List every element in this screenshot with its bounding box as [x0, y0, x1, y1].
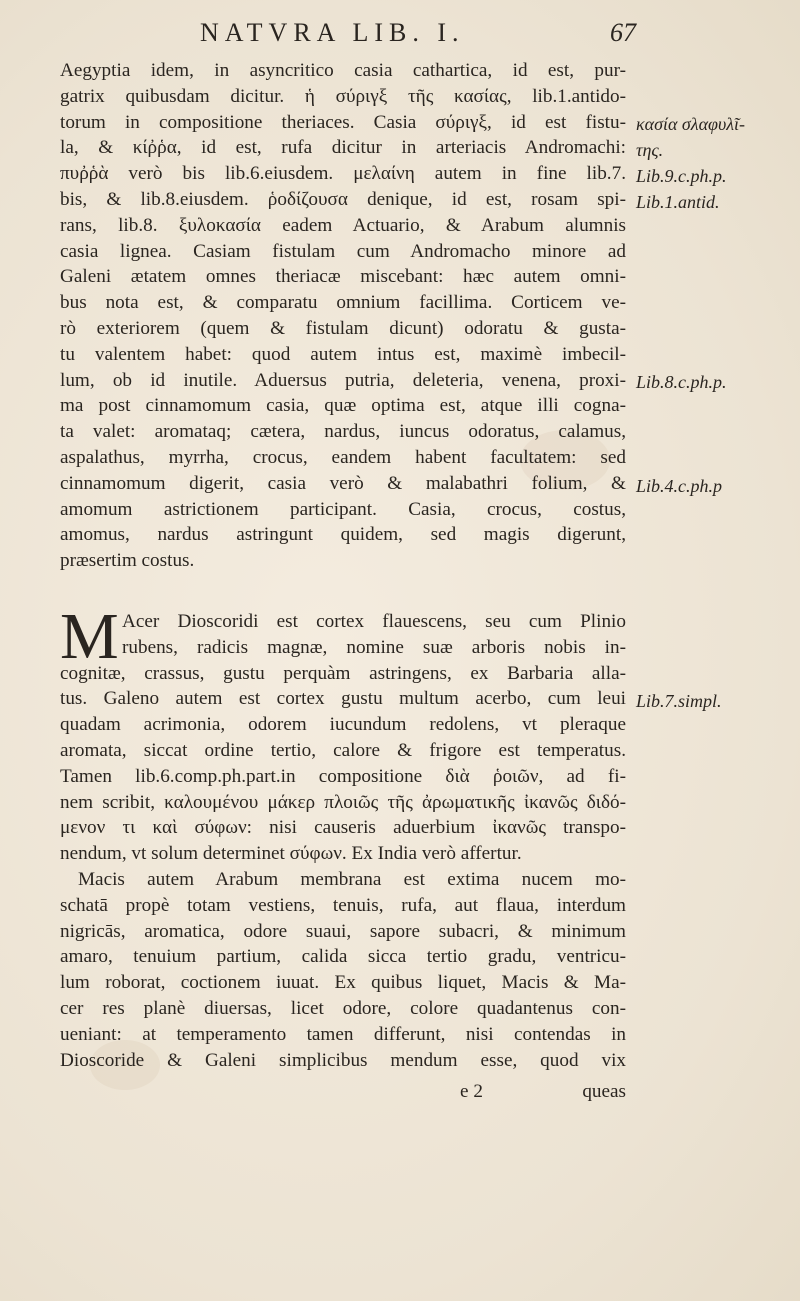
text-line: cer res planè diuersas, licet odore, colore quadantenus con-	[60, 997, 626, 1019]
margin-note: Lib.1.antid.	[636, 192, 720, 212]
paragraph-casia	[60, 58, 626, 574]
text-line: præsertim costus.	[60, 550, 195, 572]
text-line: Tamen lib.6.comp.ph.part.in compositione διὰ ῥοιῶν, ad fi-	[60, 765, 626, 787]
text-line: Acer Dioscoridi est cortex flauescens, seu cum Plinio	[122, 611, 626, 632]
page-footer	[60, 1081, 626, 1107]
text-line: ueniant: at temperamento tamen differunt, nisi contendas in	[60, 1023, 626, 1045]
text-line: casia lignea. Casiam fistulam cum Andromacho minore ad	[60, 240, 626, 262]
text-line: rans, lib.8. ξυλοκασία eadem Actuario, & Arabum alumnis	[60, 214, 626, 236]
text-line: cognitæ, crassus, gustu perquàm astringens, ex Barbaria alla-	[60, 662, 626, 684]
text-line: πυῤῥὰ verò bis lib.6.eiusdem. μελαίνη autem in fine lib.7.	[60, 163, 626, 185]
text-line: bus nota est, & comparatu omnium facillima. Corticem ve-	[60, 292, 626, 314]
text-line: lum, ob id inutile. Aduersus putria, deleteria, venena, proxi-	[60, 369, 626, 391]
drop-cap-initial: M	[60, 600, 119, 673]
paragraph-macer	[60, 600, 626, 867]
text-line: nigricās, aromatica, odore suaui, sapore subacri, & minimum	[60, 920, 626, 942]
margin-note: Lib.8.c.ph.p.	[636, 372, 727, 392]
text-line: schatā propè totam vestiens, tenuis, rufa, aut flaua, interdum	[60, 894, 626, 916]
text-line: gatrix quibusdam dicitur. ἡ σύριγξ τῆς κασίας, lib.1.antido-	[60, 85, 626, 107]
text-line: nendum, vt solum determinet σύφων. Ex India verò affertur.	[60, 843, 522, 865]
text-line: ma post cinnamomum casia, quæ optima est, atque illi cogna-	[60, 395, 626, 417]
text-line: Galeni ætatem omnes theriacæ miscebant: hæc autem omni-	[60, 266, 626, 288]
text-line: Macis autem Arabum membrana est extima nucem mo-	[78, 869, 626, 890]
text-line: nem scribit, καλουμένου μάκερ πλοιῶς τῆς ἀρωματικῆς ἰκανῶς διδό-	[60, 791, 626, 813]
text-line: tus. Galeno autem est cortex gustu multum acerbo, cum leui	[60, 688, 626, 710]
text-line: aspalathus, myrrha, crocus, eandem habent facultatem: sed	[60, 446, 626, 468]
text-line: torum in compositione theriaces. Casia σύριγξ, id est fistu-	[60, 111, 626, 133]
text-line: amomus, nardus astringunt quidem, sed magis digerunt,	[60, 524, 626, 546]
text-line: bis, & lib.8.eiusdem. ῥοδίζουσα denique, id est, rosam spi-	[60, 188, 626, 210]
text-line: lum roborat, coctionem iuuat. Ex quibus liquet, Macis & Ma-	[60, 972, 626, 994]
text-line: la, & κίῤῥα, id est, rufa dicitur in arteriacis Andromachi:	[60, 137, 626, 159]
running-title: NATVRA LIB. I.	[200, 18, 465, 47]
text-line: quadam acrimonia, odorem iucundum redolens, vt pleraque	[60, 714, 626, 736]
paragraph-macis	[60, 867, 626, 1073]
text-line: Dioscoride & Galeni simplicibus mendum esse, quod vix	[60, 1049, 626, 1071]
margin-note: Lib.7.simpl.	[636, 691, 722, 711]
text-line: ta valet: aromataq; cætera, nardus, iuncus odoratus, calamus,	[60, 421, 626, 443]
text-line: Aegyptia idem, in asyncritico casia cathartica, id est, pur-	[60, 60, 626, 81]
text-line: cinnamomum digerit, casia verò & malabathri folium, &	[60, 472, 626, 494]
text-line: amaro, tenuium partium, calida sicca tertio gradu, ventricu-	[60, 946, 626, 968]
margin-note: της.	[636, 140, 664, 160]
page-number: 67	[610, 18, 636, 47]
text-line: tu valentem habet: quod autem intus est, maximè imbecil-	[60, 343, 626, 365]
text-line: μενον τι καὶ σύφων: nisi causeris aduerbium ἰκανῶς transpo-	[60, 817, 626, 839]
text-line: amomum astrictionem participant. Casia, crocus, costus,	[60, 498, 626, 520]
text-line: rubens, radicis magnæ, nomine suæ arboris nobis in-	[122, 636, 626, 658]
text-line: rò exteriorem (quem & fistulam dicunt) odoratu & gusta-	[60, 317, 626, 339]
margin-notes	[636, 0, 800, 1301]
text-line: aromata, siccat ordine tertio, calore & frigore est temperatus.	[60, 739, 626, 761]
signature-mark: e 2	[460, 1081, 483, 1102]
catchword: queas	[582, 1081, 626, 1102]
margin-note: Lib.9.c.ph.p.	[636, 166, 727, 186]
margin-note: κασία σλαφυλῖ-	[636, 114, 746, 134]
margin-note: Lib.4.c.ph.p	[636, 476, 723, 496]
